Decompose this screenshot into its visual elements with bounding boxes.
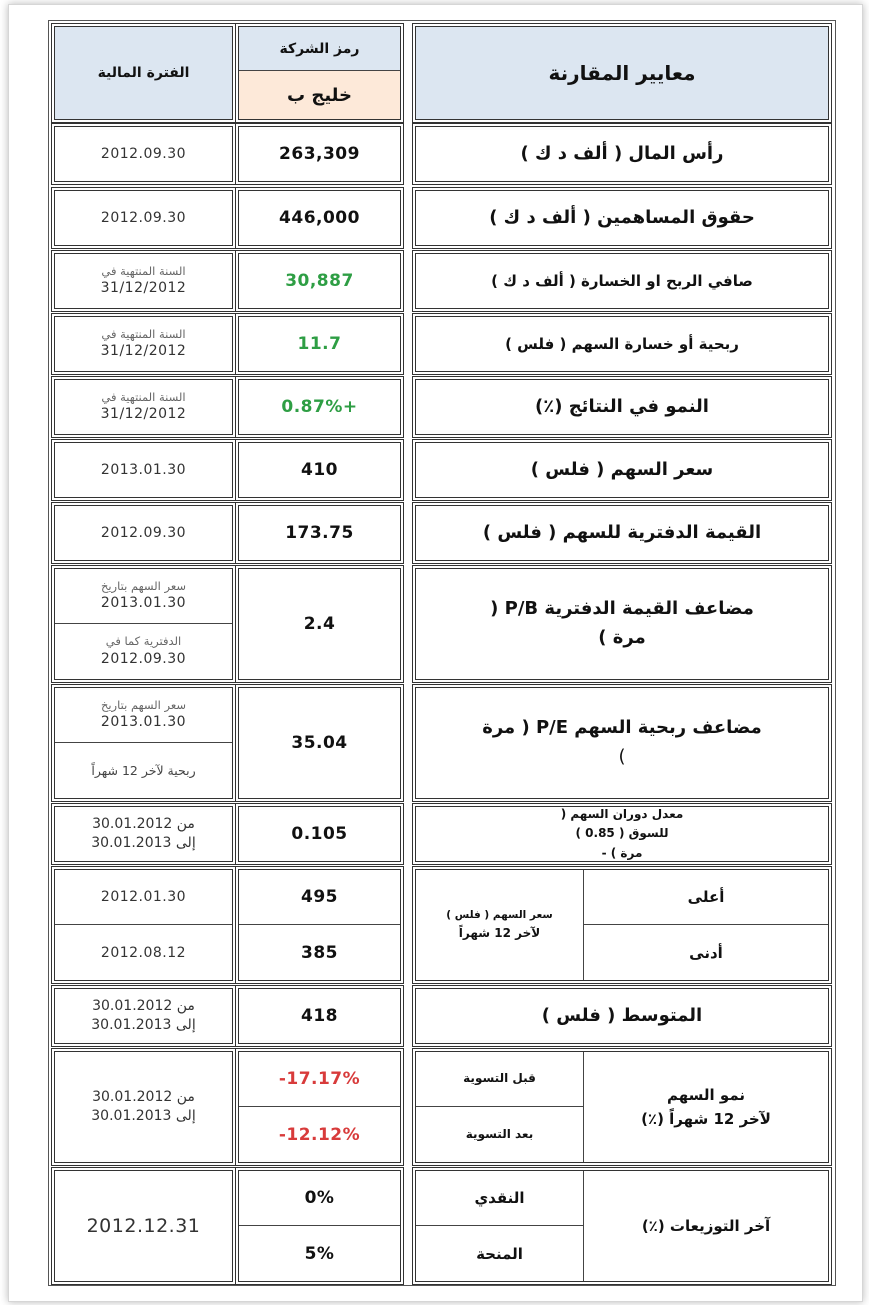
- row-pb-period-2: الدفترية كما في 2012.09.30: [55, 624, 232, 679]
- row-equity-label-box: [415, 190, 829, 246]
- header-company-code: خليج ب: [287, 84, 352, 106]
- row-average-value-box: [238, 988, 401, 1044]
- row-pb-period-box: [54, 568, 233, 680]
- row-turnover-label: معدل دوران السهم ( للسوق ( 0.85 ) مرة ) -: [416, 807, 828, 861]
- row-growth-value-box: [238, 379, 401, 435]
- row-pe-value: 35.04: [239, 688, 400, 798]
- row-dividend-cash-value: 0%: [239, 1171, 400, 1226]
- row-growth-after-label: بعد التسوية: [416, 1107, 584, 1162]
- row-share-growth-period: من 30.01.2012 إلى 30.01.2013: [55, 1052, 232, 1162]
- row-turnover-value: 0.105: [239, 807, 400, 861]
- header-criteria-box: [415, 26, 829, 120]
- row-share-price-period-box: [54, 442, 233, 498]
- row-dividends-period: 2012.12.31: [55, 1171, 232, 1281]
- row-range-period-box: [54, 869, 233, 981]
- row-equity-value: 446,000: [239, 191, 400, 245]
- row-eps-period: السنة المنتهية في 31/12/2012: [55, 317, 232, 371]
- row-equity-value-box: [238, 190, 401, 246]
- row-capital-label-box: [415, 126, 829, 182]
- row-turnover-label-box: [415, 806, 829, 862]
- row-equity-label: حقوق المساهمين ( ألف د ك ): [416, 191, 828, 245]
- row-average-period-box: [54, 988, 233, 1044]
- row-capital-period: 2012.09.30: [55, 127, 232, 181]
- row-growth-after-value: -12.12%: [239, 1107, 400, 1162]
- row-pe-label-box: [415, 687, 829, 799]
- row-eps-value-box: [238, 316, 401, 372]
- header-period-box: [54, 26, 233, 120]
- header-code-box: [238, 26, 401, 120]
- row-dividend-bonus-value: 5%: [239, 1226, 400, 1281]
- row-dividends-label-box: [415, 1170, 829, 1282]
- row-low-value: 385: [239, 925, 400, 980]
- row-share-growth-value-box: [238, 1051, 401, 1163]
- row-capital-value-box: [238, 126, 401, 182]
- row-equity-period: 2012.09.30: [55, 191, 232, 245]
- row-capital-value: 263,309: [239, 127, 400, 181]
- row-share-growth-label: نمو السهم لآخر 12 شهراً (٪): [584, 1052, 828, 1162]
- row-share-growth-period-box: [54, 1051, 233, 1163]
- row-net-profit-period: السنة المنتهية في 31/12/2012: [55, 254, 232, 308]
- header-company-code-label: رمز الشركة: [279, 40, 360, 57]
- row-growth-label-box: [415, 379, 829, 435]
- row-share-growth-label-box: [415, 1051, 829, 1163]
- row-average-label: المتوسط ( فلس ): [416, 989, 828, 1043]
- row-low-label: أدنى: [584, 925, 828, 980]
- row-growth-period: السنة المنتهية في 31/12/2012: [55, 380, 232, 434]
- row-pe-period-2: ربحية لآخر 12 شهراً: [55, 743, 232, 798]
- row-pb-period-1: سعر السهم بتاريخ 2013.01.30: [55, 569, 232, 624]
- row-pe-value-box: [238, 687, 401, 799]
- row-growth-before-value: -17.17%: [239, 1052, 400, 1107]
- row-eps-period-box: [54, 316, 233, 372]
- row-share-price-period: 2013.01.30: [55, 443, 232, 497]
- row-book-value-value: 173.75: [239, 506, 400, 560]
- row-share-price-label: سعر السهم ( فلس ): [416, 443, 828, 497]
- row-growth-before-label: قبل التسوية: [416, 1052, 584, 1107]
- row-dividends-value-box: [238, 1170, 401, 1282]
- header-financial-period: الفترة المالية: [97, 65, 190, 81]
- row-book-value-period-box: [54, 505, 233, 561]
- row-range-group-label: سعر السهم ( فلس ) لآخر 12 شهراً: [416, 870, 584, 980]
- row-turnover-period: من 30.01.2012 إلى 30.01.2013: [55, 807, 232, 861]
- row-capital-period-box: [54, 126, 233, 182]
- row-range-value-box: [238, 869, 401, 981]
- row-pb-value: 2.4: [239, 569, 400, 679]
- row-turnover-period-box: [54, 806, 233, 862]
- row-net-profit-period-box: [54, 253, 233, 309]
- row-book-value-label-box: [415, 505, 829, 561]
- row-pb-value-box: [238, 568, 401, 680]
- row-book-value-value-box: [238, 505, 401, 561]
- header-criteria-cell: [416, 27, 828, 119]
- row-book-value-period: 2012.09.30: [55, 506, 232, 560]
- row-growth-label: النمو في النتائج (٪): [416, 380, 828, 434]
- row-pe-period-box: [54, 687, 233, 799]
- row-share-price-label-box: [415, 442, 829, 498]
- row-pb-label-box: [415, 568, 829, 680]
- row-average-period: من 30.01.2012 إلى 30.01.2013: [55, 989, 232, 1043]
- header-code-value-cell: [239, 71, 400, 119]
- row-dividends-label: آخر التوزيعات (٪): [584, 1171, 828, 1281]
- row-net-profit-label: صافي الربح او الخسارة ( ألف د ك ): [416, 254, 828, 308]
- row-equity-period-box: [54, 190, 233, 246]
- header-code-label-cell: [239, 27, 400, 71]
- row-dividend-bonus-label: المنحة: [416, 1226, 584, 1281]
- row-dividends-period-box: [54, 1170, 233, 1282]
- row-turnover-value-box: [238, 806, 401, 862]
- row-share-price-value: 410: [239, 443, 400, 497]
- row-pe-label: مضاعف ربحية السهم P/E ( مرة ): [416, 688, 828, 798]
- row-range-label-box: [415, 869, 829, 981]
- row-eps-value: 11.7: [239, 317, 400, 371]
- row-average-value: 418: [239, 989, 400, 1043]
- row-pe-period-1: سعر السهم بتاريخ 2013.01.30: [55, 688, 232, 743]
- row-net-profit-label-box: [415, 253, 829, 309]
- row-high-label: أعلى: [584, 870, 828, 925]
- row-book-value-label: القيمة الدفترية للسهم ( فلس ): [416, 506, 828, 560]
- row-low-date: 2012.08.12: [55, 925, 232, 980]
- row-net-profit-value-box: [238, 253, 401, 309]
- row-high-date: 2012.01.30: [55, 870, 232, 925]
- row-growth-period-box: [54, 379, 233, 435]
- row-net-profit-value: 30,887: [239, 254, 400, 308]
- row-growth-value: 0.87%+: [239, 380, 400, 434]
- row-capital-label: رأس المال ( ألف د ك ): [416, 127, 828, 181]
- header-period-cell: [55, 27, 232, 119]
- header-criteria: معايير المقارنة: [548, 61, 696, 85]
- row-average-label-box: [415, 988, 829, 1044]
- row-share-price-value-box: [238, 442, 401, 498]
- row-eps-label-box: [415, 316, 829, 372]
- row-high-value: 495: [239, 870, 400, 925]
- row-pb-label: مضاعف القيمة الدفترية P/B ( مرة ): [416, 569, 828, 679]
- row-dividend-cash-label: النقدي: [416, 1171, 584, 1226]
- row-eps-label: ربحية أو خسارة السهم ( فلس ): [416, 317, 828, 371]
